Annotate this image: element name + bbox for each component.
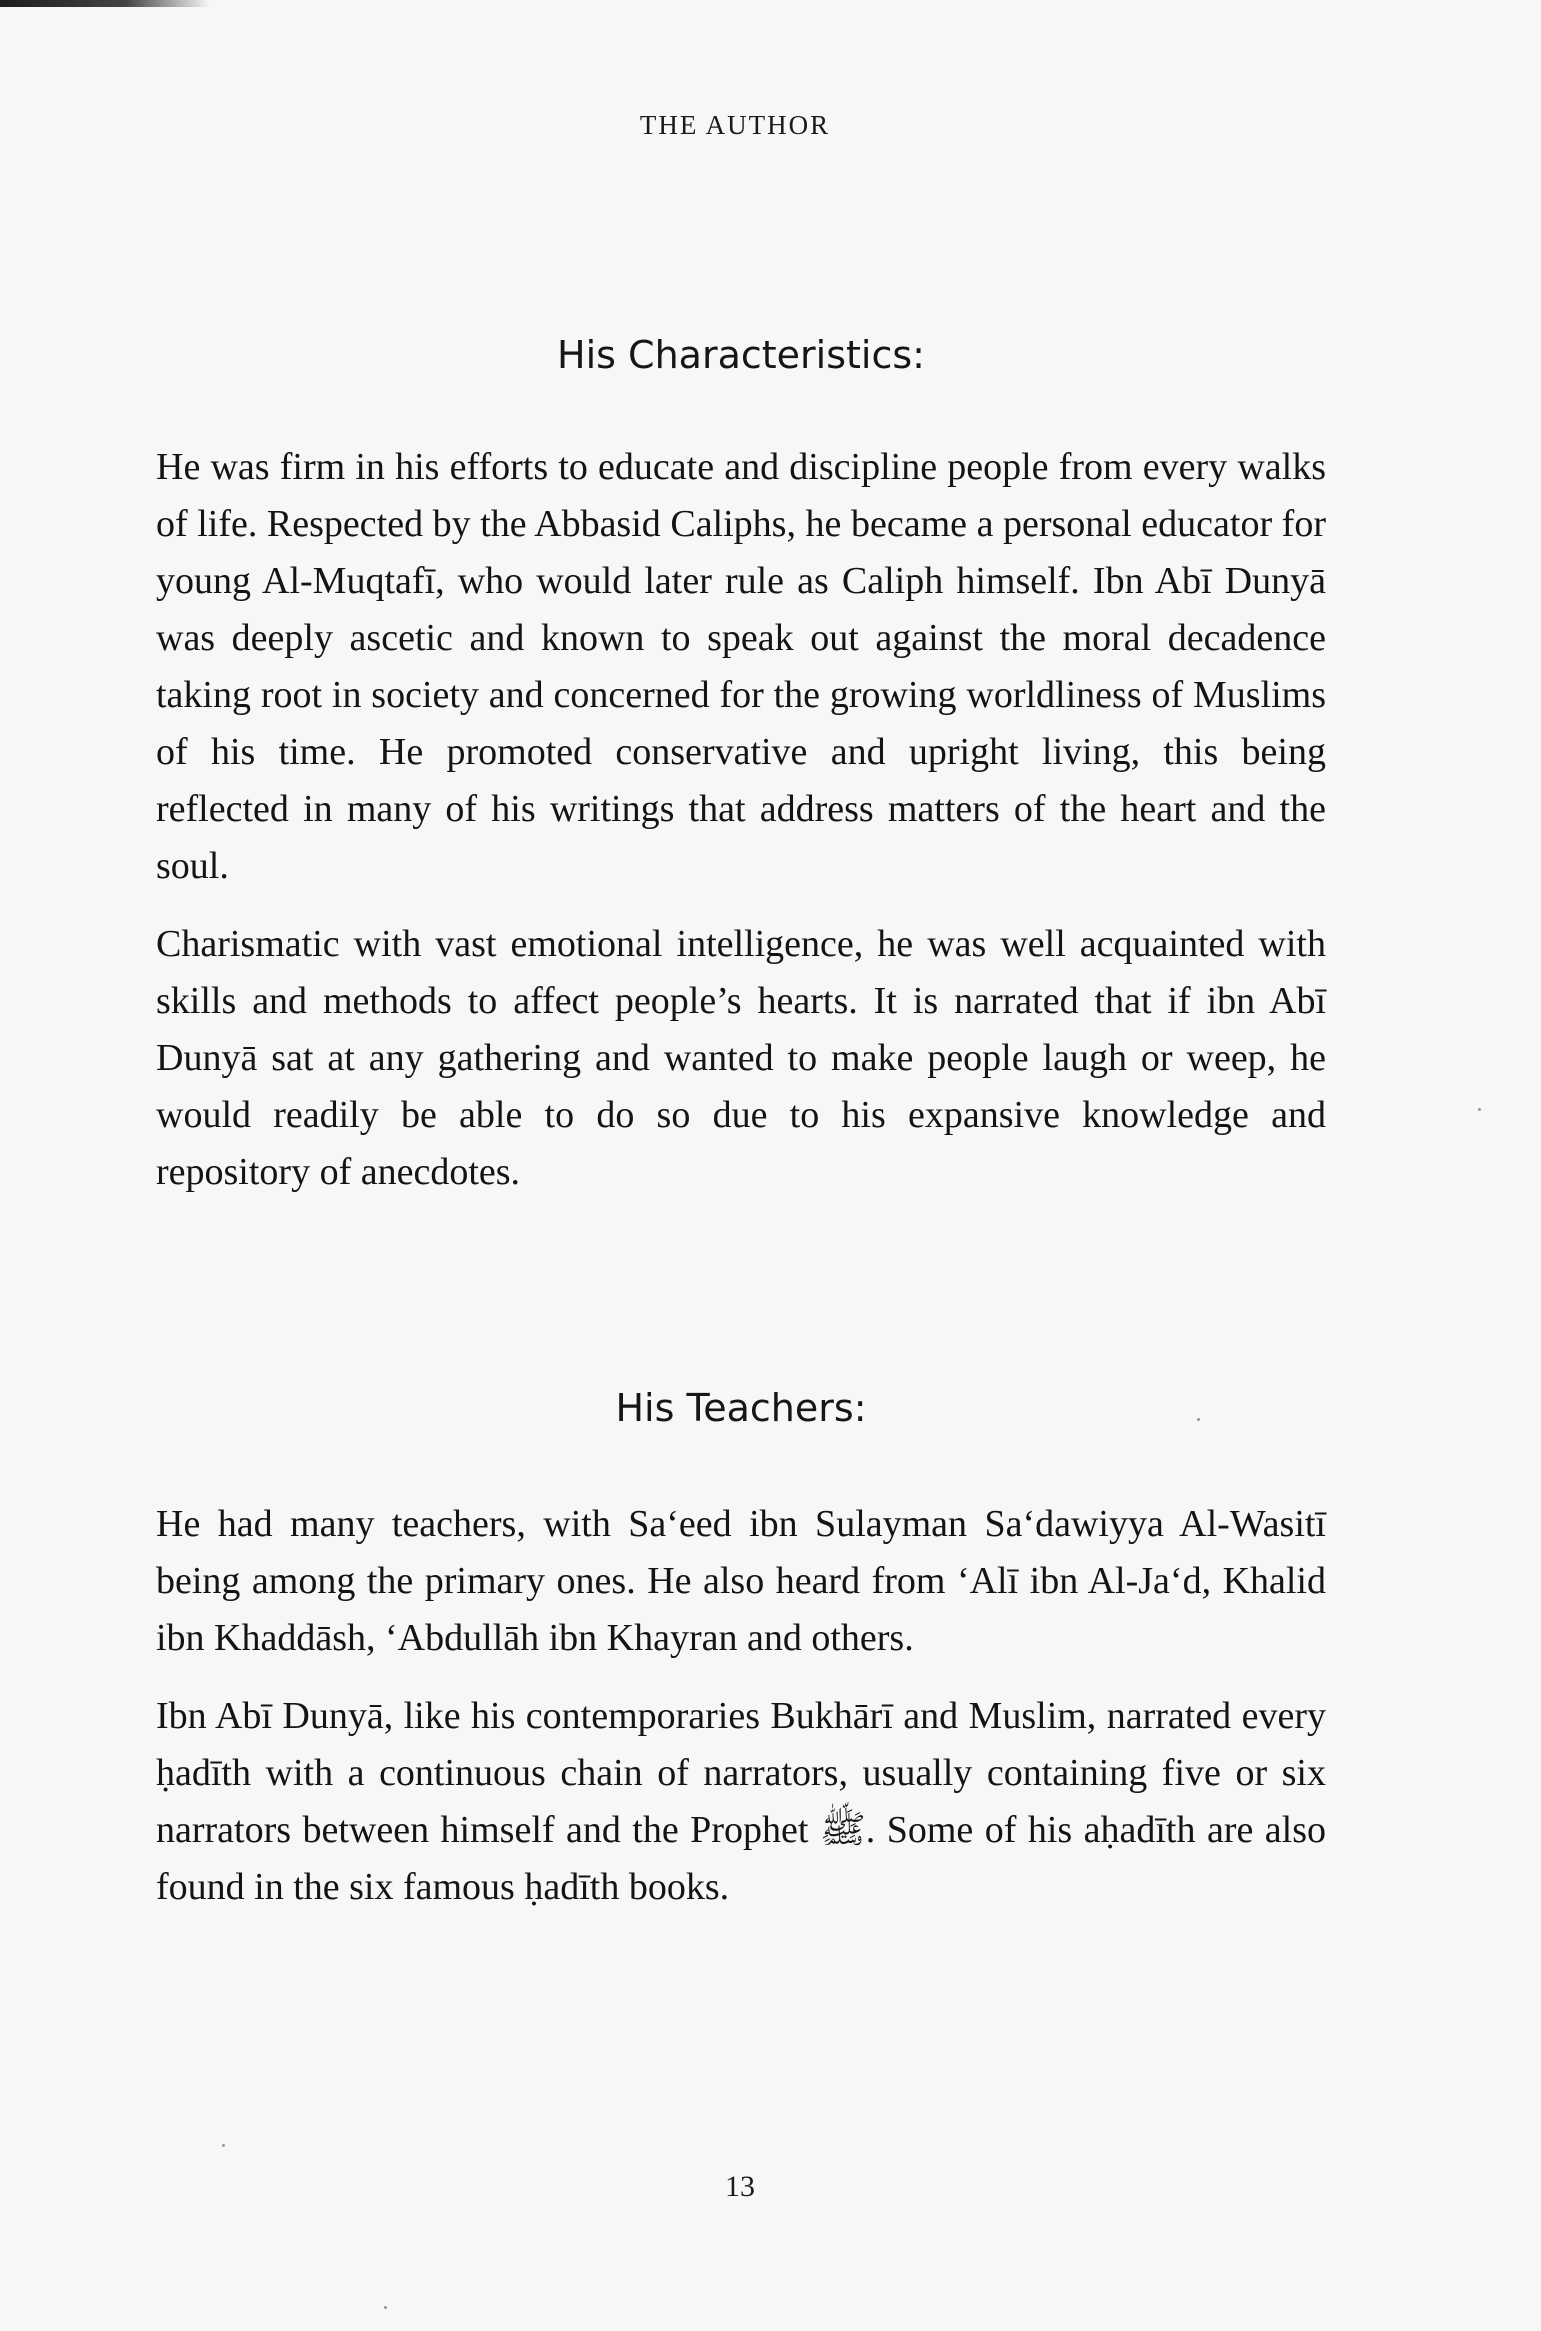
paper-speck: [222, 2144, 225, 2147]
page-number: 13: [725, 2170, 755, 2203]
page-corner-shadow: [0, 0, 210, 7]
characteristics-paragraph-1: He was firm in his efforts to educate and discipline people from every walks of life. Respected by the Abbasid Caliphs, he became a personal educator for young Al-Muqtafī, who would later rule as Caliph himself. Ibn Abī Dunyā was deeply ascetic and known to speak out against the moral decadence taking root in society and concerned for the growing worldliness of Muslims of his time. He promoted conservative and upright living, this being reflected in many of his writings that address matters of the heart and the soul.: [156, 446, 1326, 887]
teachers-heading: His Teachers:: [615, 1386, 867, 1430]
paper-speck: [1478, 1108, 1481, 1111]
teachers-paragraph-2: Ibn Abī Dunyā, like his contemporaries Bukhārī and Muslim, narrated every ḥadīth with a continuous chain of narrators, usually containing five or six narrators between himself and the Prophet ﷺ. Some of his aḥadīth are also found in the six famous ḥadīth books.: [156, 1695, 1326, 1908]
running-head: THE AUTHOR: [639, 110, 831, 140]
paper-speck: [384, 2306, 387, 2309]
teachers-section: [156, 1386, 1326, 1916]
characteristics-paragraph-2: Charismatic with vast emotional intelligence, he was well acquainted with skills and methods to affect people’s hearts. It is narrated that if ibn Abī Dunyā sat at any gathering and wanted to make people laugh or weep, he would readily be able to do so due to his expansive knowledge and repository of anecdotes.: [156, 923, 1326, 1193]
paper-speck: [1197, 1418, 1200, 1421]
teachers-paragraph-1: He had many teachers, with Sa‘eed ibn Sulayman Sa‘dawiyya Al-Wasitī being among the primary ones. He also heard from ‘Alī ibn Al-Ja‘d, Khalid ibn Khaddāsh, ‘Abdullāh ibn Khayran and others.: [156, 1503, 1326, 1659]
characteristics-section: [156, 333, 1326, 1201]
characteristics-heading: His Characteristics:: [557, 333, 925, 377]
